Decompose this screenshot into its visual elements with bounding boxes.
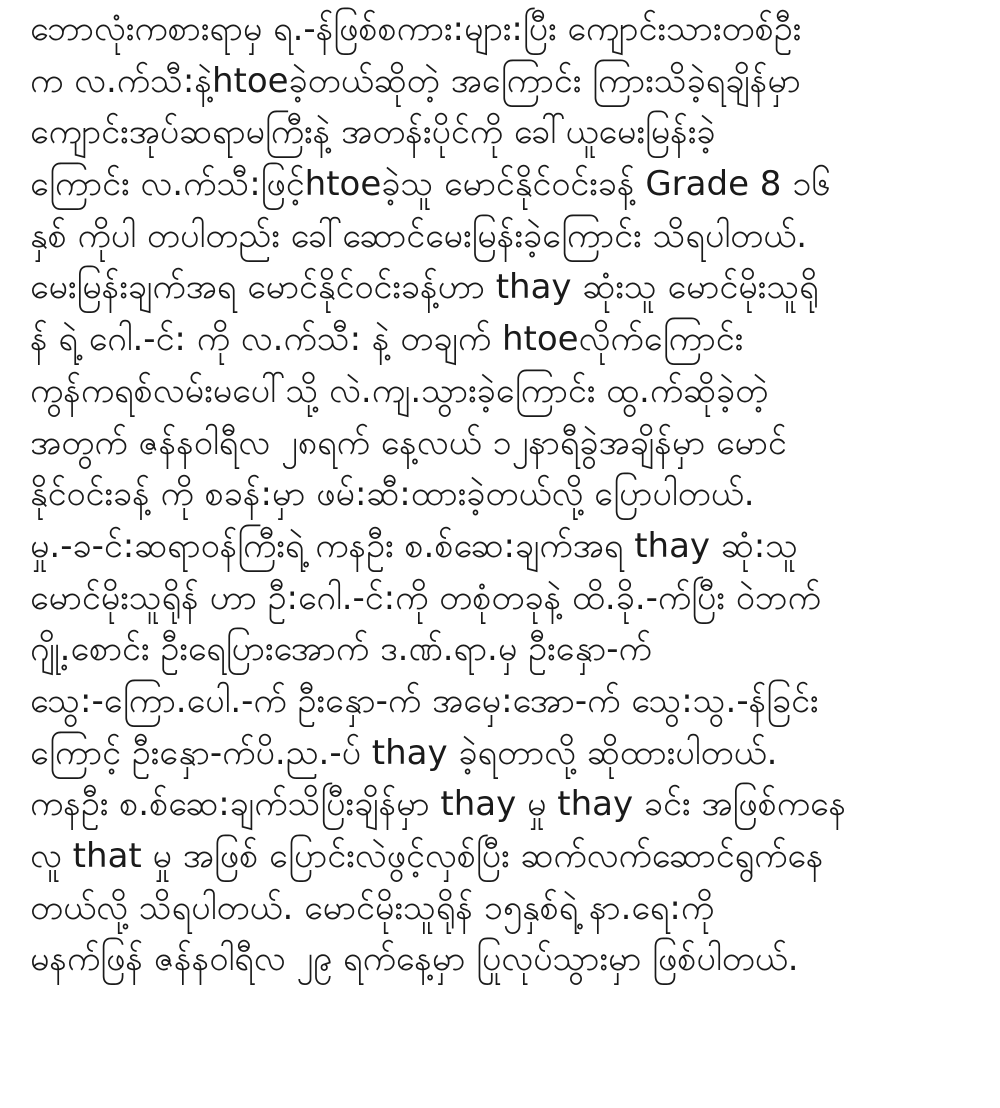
text-line: တယ်လို့ သိရပါတယ်. မောင်မိုးသူရိုန် ၁၅နှစ်ရဲ့ နာ.ရေ:ကို	[30, 887, 715, 928]
text-line: မောင်မိုးသူရိုန် ဟာ ဦ:ဂေါ.-င်:ကို တစုံတခုနဲ့ ထိ.ခို.-က်ပြီး ဝဲဘက်	[30, 577, 821, 618]
text-line: ကြောင်း လ.က်သီ:ဖြင့်htoeခဲ့သူ မောင်နိုင်ဝင်းခန့် Grade 8 ၁၆	[30, 164, 831, 205]
text-line: မှု.-ခ-င်:ဆရာဝန်ကြီးရဲ့ ကနဦး စ.စ်ဆေ:ချက်အရ thay ဆုံ:သူ	[30, 525, 799, 566]
text-line: မနက်ဖြန် ဇန်နဝါရီလ ၂၉ ရက်နေ့မှာ ပြုလုပ်သွားမှာ ဖြစ်ပါတယ်.	[30, 939, 799, 980]
text-line: ဘောလုံးကစားရာမှ ရ.-န်ဖြစ်စကား:များ:ပြီး ကျောင်းသားတစ်ဦး	[30, 9, 802, 49]
article-text	[30, 4, 980, 986]
text-line: မေးမြန်းချက်အရ မောင်နိုင်ဝင်းခန့်ဟာ thay ဆုံးသူ မောင်မိုးသူရို	[30, 267, 819, 308]
text-line: သွေ:-ကြော.ပေါ.-က် ဦးနှော-က် အမှေ:အော-က် သွေ:သွ.-န်ခြင်း	[30, 680, 819, 721]
text-line: ကွန်ကရစ်လမ်းမပေါ်သို့ လဲ.ကျ.သွားခဲ့ကြောင်း ထွ.က်ဆိုခဲ့တဲ့	[30, 370, 769, 411]
text-line: က လ.က်သီ:နဲ့htoeခဲ့တယ်ဆိုတဲ့ အကြောင်း ကြားသိခဲ့ရချိန်မှာ	[30, 60, 801, 101]
text-line: နိုင်ဝင်းခန့် ကို စခန်:မှာ ဖမ်:ဆီ:ထားခဲ့တယ်လို့ ပြောပါတယ်.	[30, 474, 755, 515]
text-line: ကနဦး စ.စ်ဆေ:ချက်သိပြီးချိန်မှာ thay မှု thay ခင်း အဖြစ်ကနေ	[30, 784, 847, 825]
text-line: အတွက် ဇန်နဝါရီလ ၂၈ရက် နေ့လယ် ၁၂နာရီခွဲအချိန်မှာ မောင်	[30, 422, 787, 463]
text-line: ဂျို့.စောင်း ဦးရေပြားအောက် ဒ.ဏ်.ရာ.မှ ဦးနှော-က်	[30, 629, 652, 670]
text-line: ကြောင့် ဦးနှော-က်ပိ.ည.-ပ် thay ခဲ့ရတာလို့ ဆိုထားပါတယ်.	[30, 732, 778, 773]
text-line: လူ that မှု အဖြစ် ပြောင်းလဲဖွင့်လှစ်ပြီး ဆက်လက်ဆောင်ရွက်နေ	[30, 836, 824, 876]
text-line: န် ရဲ့ ဂေါ.-င်: ကို လ.က်သီ: နဲ့ တချက် htoeလိုက်ကြောင်း	[30, 319, 744, 360]
text-line: နှစ် ကိုပါ တပါတည်း ခေါ်ဆောင်မေးမြန်းခဲ့ကြောင်း သိရပါတယ်.	[30, 215, 808, 256]
text-line: ကျောင်းအုပ်ဆရာမကြီးနဲ့ အတန်းပိုင်ကို ခေါ်ယူမေးမြန်းခဲ့	[30, 112, 716, 153]
